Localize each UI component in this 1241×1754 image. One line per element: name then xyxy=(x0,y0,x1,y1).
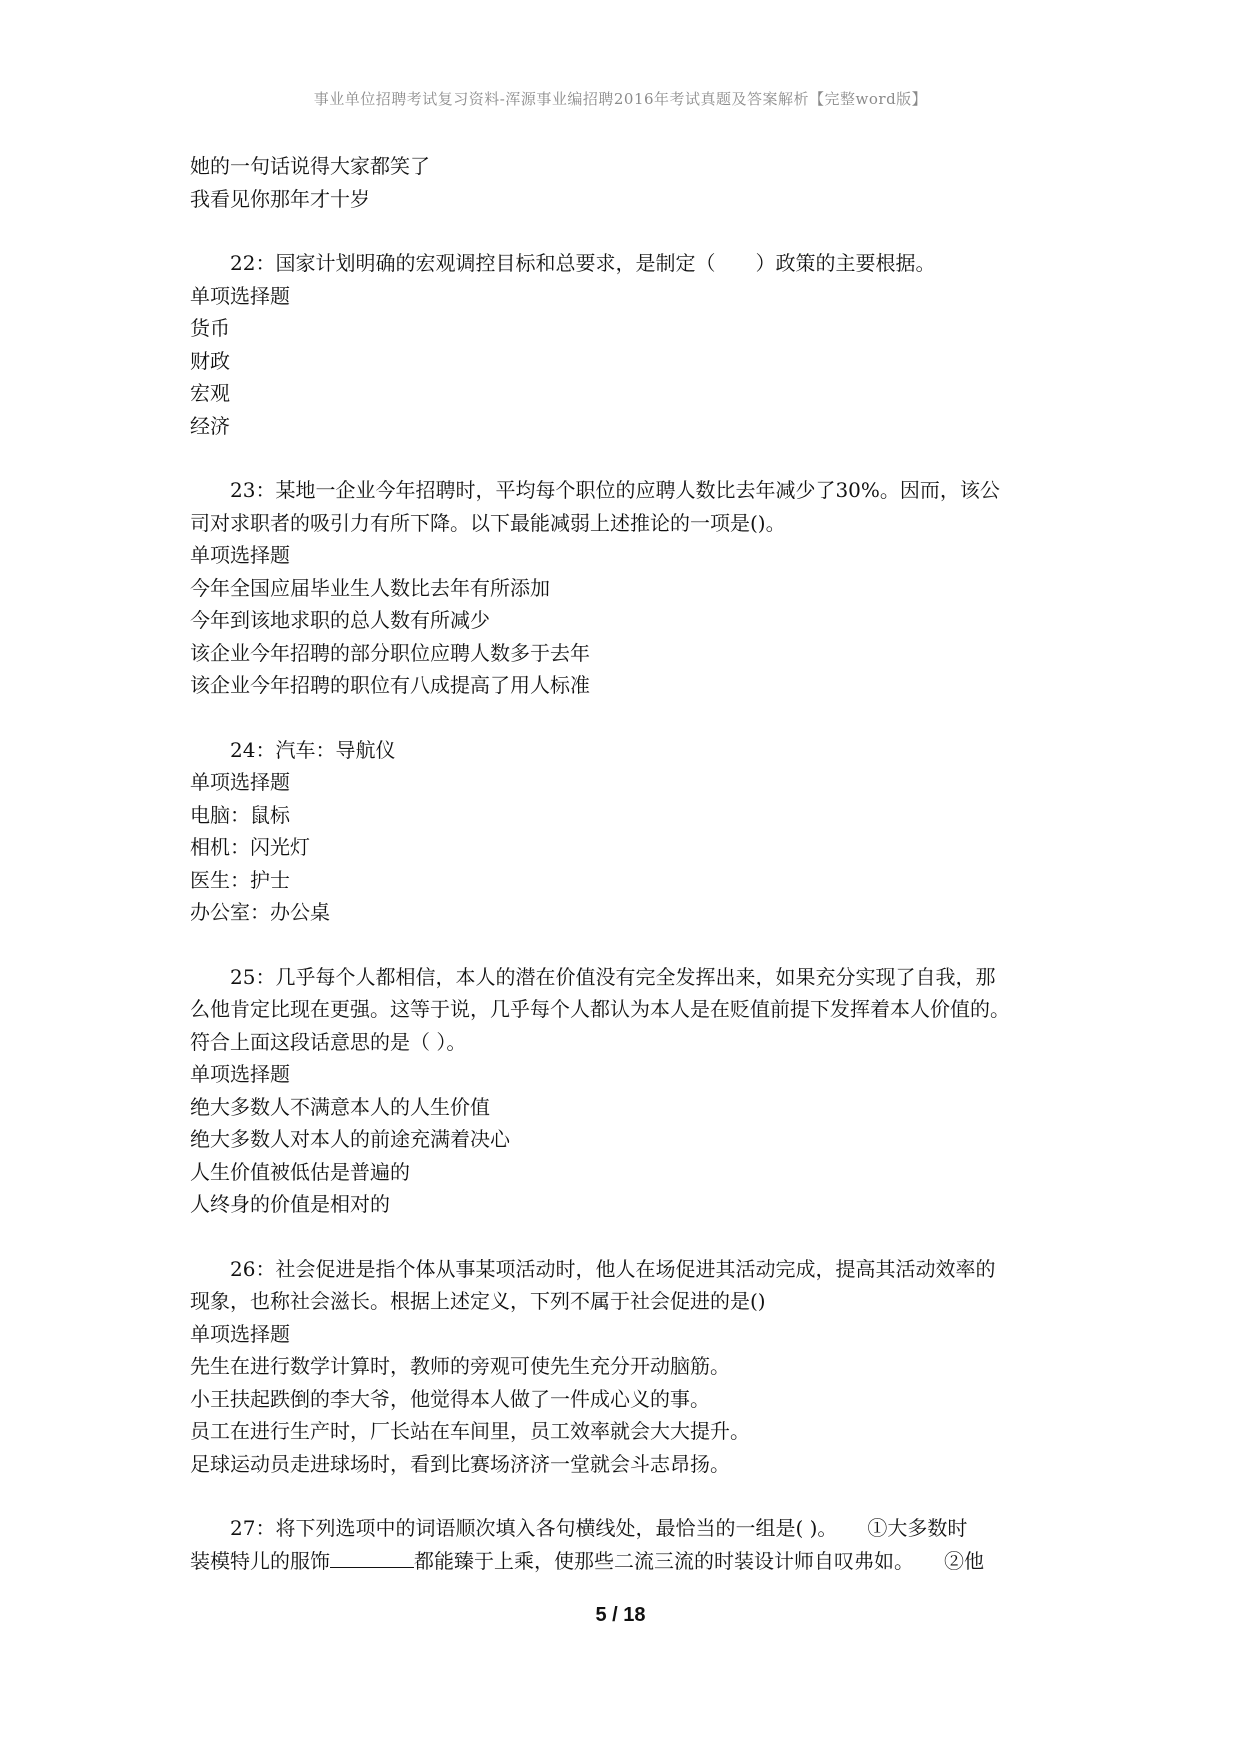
question-24 xyxy=(190,734,1060,929)
page-header: 事业单位招聘考试复习资料-浑源事业编招聘2016年考试真题及答案解析【完整word版】 xyxy=(313,90,928,108)
option-item: 绝大多数人对本人的前途充满着决心 xyxy=(190,1127,510,1151)
page-number: 5 / 18 xyxy=(595,1604,646,1626)
option-item: 该企业今年招聘的职位有八成提高了用人标准 xyxy=(190,673,590,697)
document-body xyxy=(190,150,1060,1609)
question-text: 25：几乎每个人都相信，本人的潜在价值没有完全发挥出来，如果充分实现了自我，那 xyxy=(230,964,996,989)
option-item: 经济 xyxy=(190,413,230,438)
question-23 xyxy=(190,474,1060,702)
option-item: 先生在进行数学计算时，教师的旁观可使先生充分开动脑筋。 xyxy=(190,1354,730,1378)
option-item: 绝大多数人不满意本人的人生价值 xyxy=(190,1094,490,1119)
option-item: 电脑：鼠标 xyxy=(190,802,290,827)
question-text xyxy=(190,1545,1060,1578)
option-item: 该企业今年招聘的部分职位应聘人数多于去年 xyxy=(190,640,590,665)
intro-line: 我看见你那年才十岁 xyxy=(190,186,370,211)
option-item: 医生：护士 xyxy=(190,867,290,892)
question-text: 26：社会促进是指个体从事某项活动时，他人在场促进其活动完成，提高其活动效率的 xyxy=(230,1256,996,1281)
question-text: 23：某地一企业今年招聘时，平均每个职位的应聘人数比去年减少了30%。因而，该公 xyxy=(230,478,1000,502)
option-item: 今年全国应届毕业生人数比去年有所添加 xyxy=(190,575,550,600)
option-item: 货币 xyxy=(190,316,230,340)
option-item: 财政 xyxy=(190,348,230,373)
fill-blank xyxy=(330,1547,414,1568)
question-text-part: 装模特儿的服饰 xyxy=(190,1548,330,1573)
intro-line: 她的一句话说得大家都笑了 xyxy=(190,154,430,178)
question-type: 单项选择题 xyxy=(190,283,290,308)
intro-block xyxy=(190,150,1060,215)
question-26 xyxy=(190,1253,1060,1481)
question-text: 27：将下列选项中的词语顺次填入各句横线处，最恰当的一组是( )。 ①大多数时 xyxy=(230,1516,968,1540)
question-25 xyxy=(190,961,1060,1221)
question-text: 22：国家计划明确的宏观调控目标和总要求，是制定（ ）政策的主要根据。 xyxy=(230,251,936,275)
question-text: 符合上面这段话意思的是（ ）。 xyxy=(190,1029,467,1054)
question-type: 单项选择题 xyxy=(190,543,290,567)
question-27 xyxy=(190,1512,1060,1577)
question-type: 单项选择题 xyxy=(190,770,290,794)
question-text: 司对求职者的吸引力有所下降。以下最能减弱上述推论的一项是()。 xyxy=(190,510,786,535)
question-text: 么他肯定比现在更强。这等于说，几乎每个人都认为本人是在贬值前提下发挥着本人价值的。 xyxy=(190,997,1010,1021)
option-item: 宏观 xyxy=(190,381,230,405)
option-item: 人终身的价值是相对的 xyxy=(190,1192,390,1216)
question-type: 单项选择题 xyxy=(190,1321,290,1346)
option-item: 今年到该地求职的总人数有所减少 xyxy=(190,608,490,632)
option-item: 足球运动员走进球场时，看到比赛场济济一堂就会斗志昂扬。 xyxy=(190,1451,730,1476)
option-item: 办公室：办公桌 xyxy=(190,900,330,924)
question-type: 单项选择题 xyxy=(190,1062,290,1086)
question-text-part: 都能臻于上乘，使那些二流三流的时装设计师自叹弗如。 ②他 xyxy=(414,1548,984,1573)
question-text: 24：汽车：导航仪 xyxy=(230,737,396,762)
question-text: 现象，也称社会滋长。根据上述定义，下列不属于社会促进的是() xyxy=(190,1289,766,1313)
option-item: 人生价值被低估是普遍的 xyxy=(190,1159,410,1184)
option-item: 相机：闪光灯 xyxy=(190,835,310,859)
option-item: 员工在进行生产时，厂长站在车间里，员工效率就会大大提升。 xyxy=(190,1419,750,1443)
question-22 xyxy=(190,247,1060,442)
option-item: 小王扶起跌倒的李大爷，他觉得本人做了一件成心义的事。 xyxy=(190,1386,710,1411)
